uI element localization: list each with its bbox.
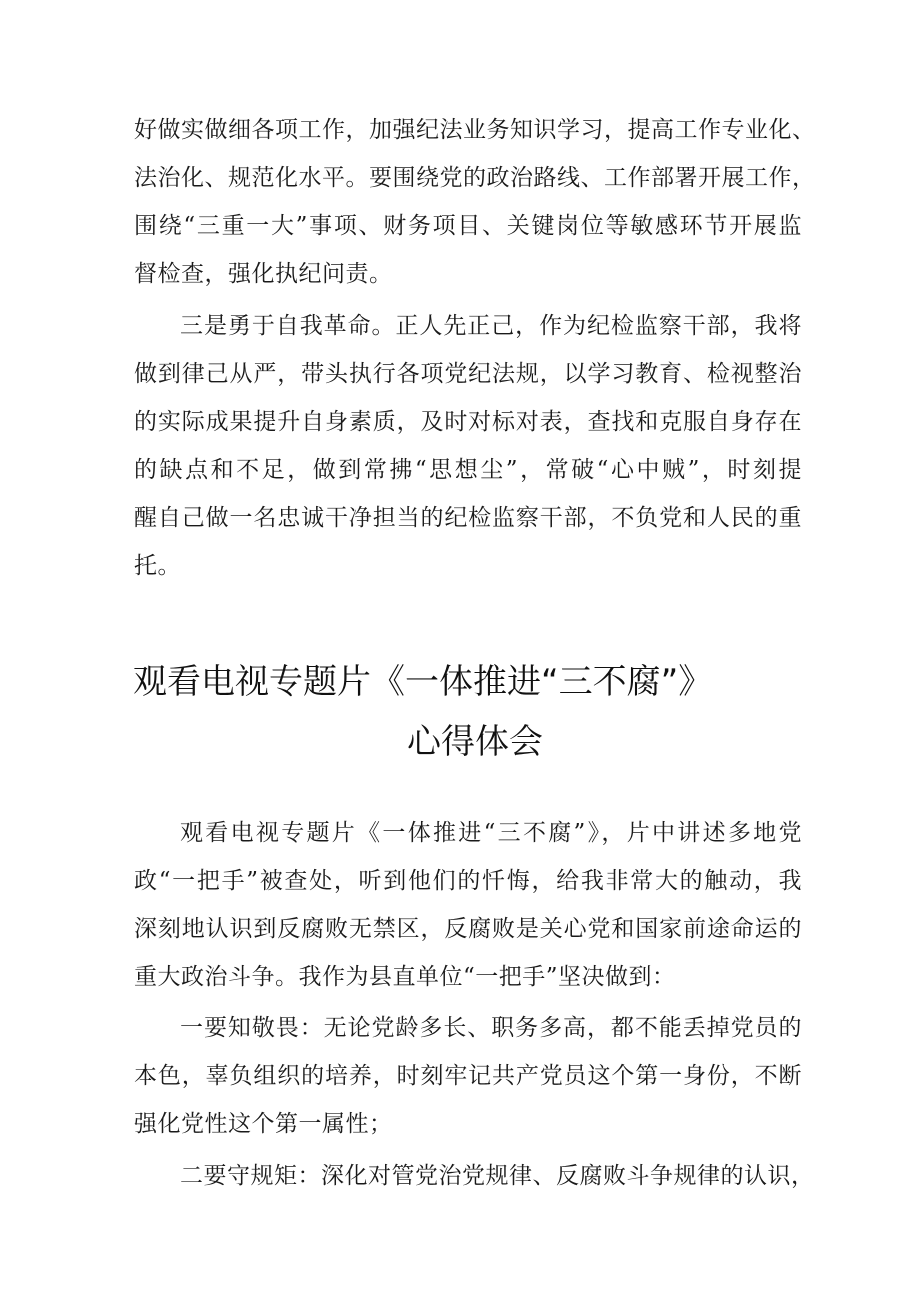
paragraph-line: 政“一把手”被查处，听到他们的忏悔，给我非常大的触动，我 (134, 868, 802, 894)
paragraph-line: 好做实做细各项工作，加强纪法业务知识学习，提高工作专业化、 (134, 117, 816, 143)
paragraph-line: 二要守规矩：深化对管党治党规律、反腐败斗争规律的认识， (180, 1163, 815, 1189)
paragraph-line: 督检查，强化执纪问责。 (134, 261, 393, 287)
paragraph-line: 一要知敬畏：无论党龄多长、职务多高，都不能丢掉党员的 (180, 1015, 802, 1041)
paragraph-line: 的实际成果提升自身素质，及时对标对表，查找和克服自身存在 (134, 409, 802, 435)
article-title: 观看电视专题片《一体推进“三不腐”》 (133, 662, 713, 702)
paragraph-line: 围绕“三重一大”事项、财务项目、关键岗位等敏感环节开展监 (134, 213, 802, 239)
paragraph-line: 强化党性这个第一属性； (134, 1111, 393, 1137)
article-subtitle: 心得体会 (407, 722, 543, 762)
paragraph-line: 深刻地认识到反腐败无禁区，反腐败是关心党和国家前途命运的 (134, 916, 802, 942)
paragraph-line: 重大政治斗争。我作为县直单位“一把手”坚决做到： (134, 964, 676, 990)
paragraph-line: 的缺点和不足，做到常拂“思想尘”，常破“心中贼”，时刻提 (134, 457, 802, 483)
paragraph-line: 观看电视专题片《一体推进“三不腐”》，片中讲述多地党 (180, 820, 802, 846)
paragraph-line: 醒自己做一名忠诚干净担当的纪检监察干部，不负党和人民的重 (134, 505, 802, 531)
paragraph-line: 法治化、规范化水平。要围绕党的政治路线、工作部署开展工作， (134, 165, 816, 191)
paragraph-line: 托。 (134, 553, 181, 579)
paragraph-line: 做到律己从严，带头执行各项党纪法规，以学习教育、检视整治 (134, 361, 802, 387)
paragraph-line: 本色，辜负组织的培养，时刻牢记共产党员这个第一身份，不断 (134, 1063, 802, 1089)
paragraph-line: 三是勇于自我革命。正人先正己，作为纪检监察干部，我将 (180, 313, 802, 339)
